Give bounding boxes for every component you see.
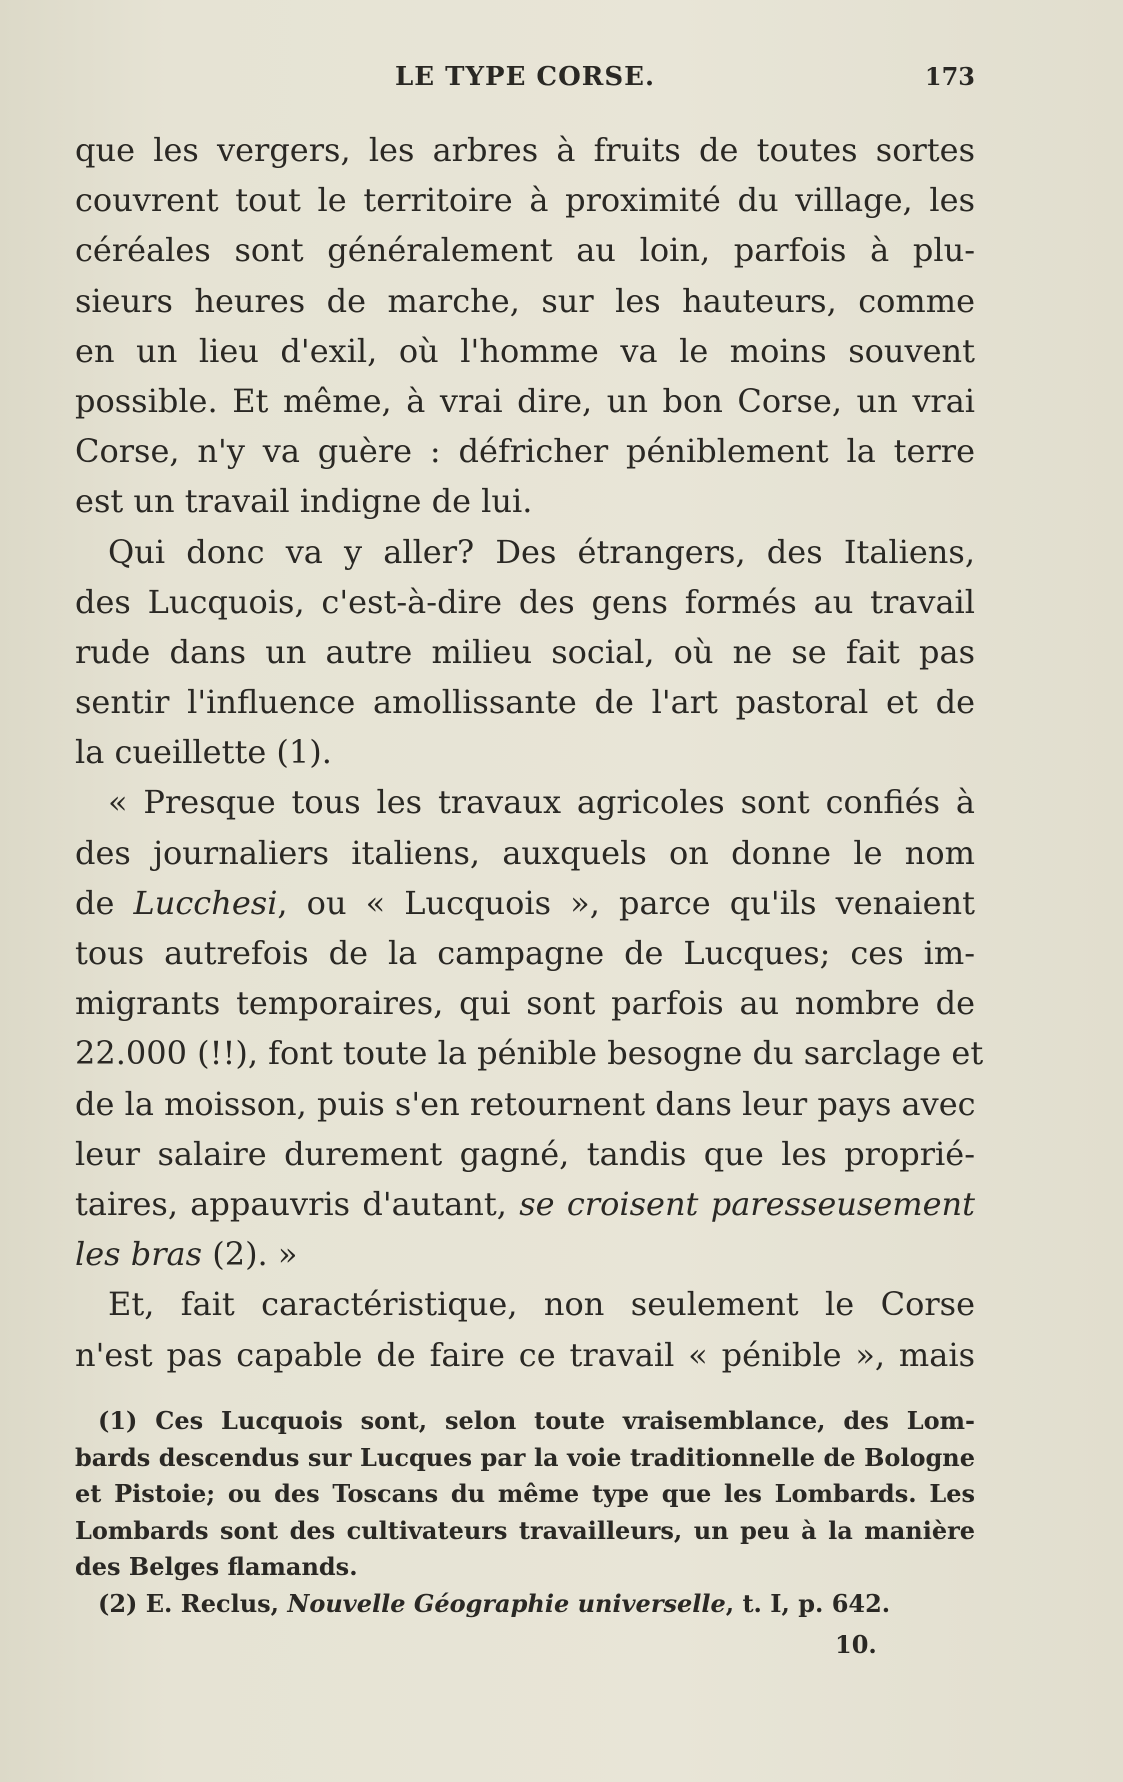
text-segment: , ou « Lucquois », parce qu'ils venaient: [277, 883, 976, 922]
text-segment: , t. I, p. 642.: [725, 1588, 891, 1618]
body-line: des Lucquois, c'est-à-dire des gens formés au travail: [75, 582, 975, 621]
footnotes: [75, 1403, 975, 1622]
body-line: sentir l'influence amollissante de l'art pastoral et de: [75, 683, 975, 722]
italic-text: Nouvelle Géographie universelle: [287, 1588, 726, 1618]
footnote-line: (1) Ces Lucquois sont, selon toute vraisemblance, des Lom-: [98, 1406, 975, 1435]
italic-text: les bras: [75, 1235, 203, 1274]
footnote-line: des Belges flamands.: [75, 1552, 358, 1581]
body-line: possible. Et même, à vrai dire, un bon Corse, un vrai: [75, 381, 975, 420]
body-line: leur salaire durement gagné, tandis que les proprié-: [75, 1134, 975, 1173]
body-line: rude dans un autre milieu social, où ne se fait pas: [75, 632, 975, 671]
body-line: que les vergers, les arbres à fruits de toutes sortes: [75, 131, 975, 169]
text-segment: (2). »: [202, 1235, 298, 1274]
text-segment: de: [75, 883, 134, 922]
running-title: LE TYPE CORSE.: [394, 62, 656, 92]
body-line: couvrent tout le territoire à proximité du village, les: [75, 181, 975, 220]
body-line: migrants temporaires, qui sont parfois au nombre de: [75, 984, 975, 1023]
text-segment: (2) E. Reclus,: [98, 1588, 288, 1618]
body-line: des journaliers italiens, auxquels on donne le nom: [75, 833, 975, 872]
body-line: [75, 878, 975, 928]
body-line: est un travail indigne de lui.: [75, 482, 533, 521]
body-line: Qui donc va y aller? Des étrangers, des Italiens,: [108, 532, 975, 571]
body-line: 22.000 (!!), font toute la pénible besogne du sarclage et: [75, 1034, 984, 1073]
body-line: céréales sont généralement au loin, parfois à plu-: [75, 231, 975, 270]
body-line: n'est pas capable de faire ce travail « pénible », mais: [75, 1335, 975, 1374]
body-text: [75, 125, 984, 1380]
body-line: en un lieu d'exil, où l'homme va le moins souvent: [75, 331, 975, 370]
footnote-line: [75, 1586, 975, 1623]
body-line: la cueillette (1).: [75, 733, 332, 772]
body-line: [75, 1229, 975, 1279]
italic-text: Lucchesi: [133, 883, 278, 922]
body-line: sieurs heures de marche, sur les hauteurs, comme: [75, 281, 975, 320]
body-line: Et, fait caractéristique, non seulement le Corse: [108, 1285, 975, 1324]
body-line: « Presque tous les travaux agricoles sont confiés à: [108, 783, 975, 822]
body-line: tous autrefois de la campagne de Lucques; ces im-: [75, 934, 975, 972]
printer-signature-mark: 10.: [835, 1630, 877, 1659]
body-line: Corse, n'y va guère : défricher péniblement la terre: [75, 432, 975, 471]
page-number: 173: [924, 62, 975, 91]
body-line: de la moisson, puis s'en retournent dans leur pays avec: [75, 1084, 976, 1123]
italic-text: se croisent paresseusement: [519, 1184, 975, 1223]
text-segment: taires, appauvris d'autant,: [75, 1184, 520, 1223]
footnote-line: Lombards sont des cultivateurs travailleurs, un peu à la manière: [75, 1515, 975, 1545]
footnote-line: bards descendus sur Lucques par la voie traditionnelle de Bologne: [75, 1442, 975, 1472]
page-header: [75, 62, 975, 98]
footnote-line: et Pistoie; ou des Toscans du même type que les Lombards. Les: [75, 1479, 975, 1508]
body-line: [75, 1179, 975, 1229]
